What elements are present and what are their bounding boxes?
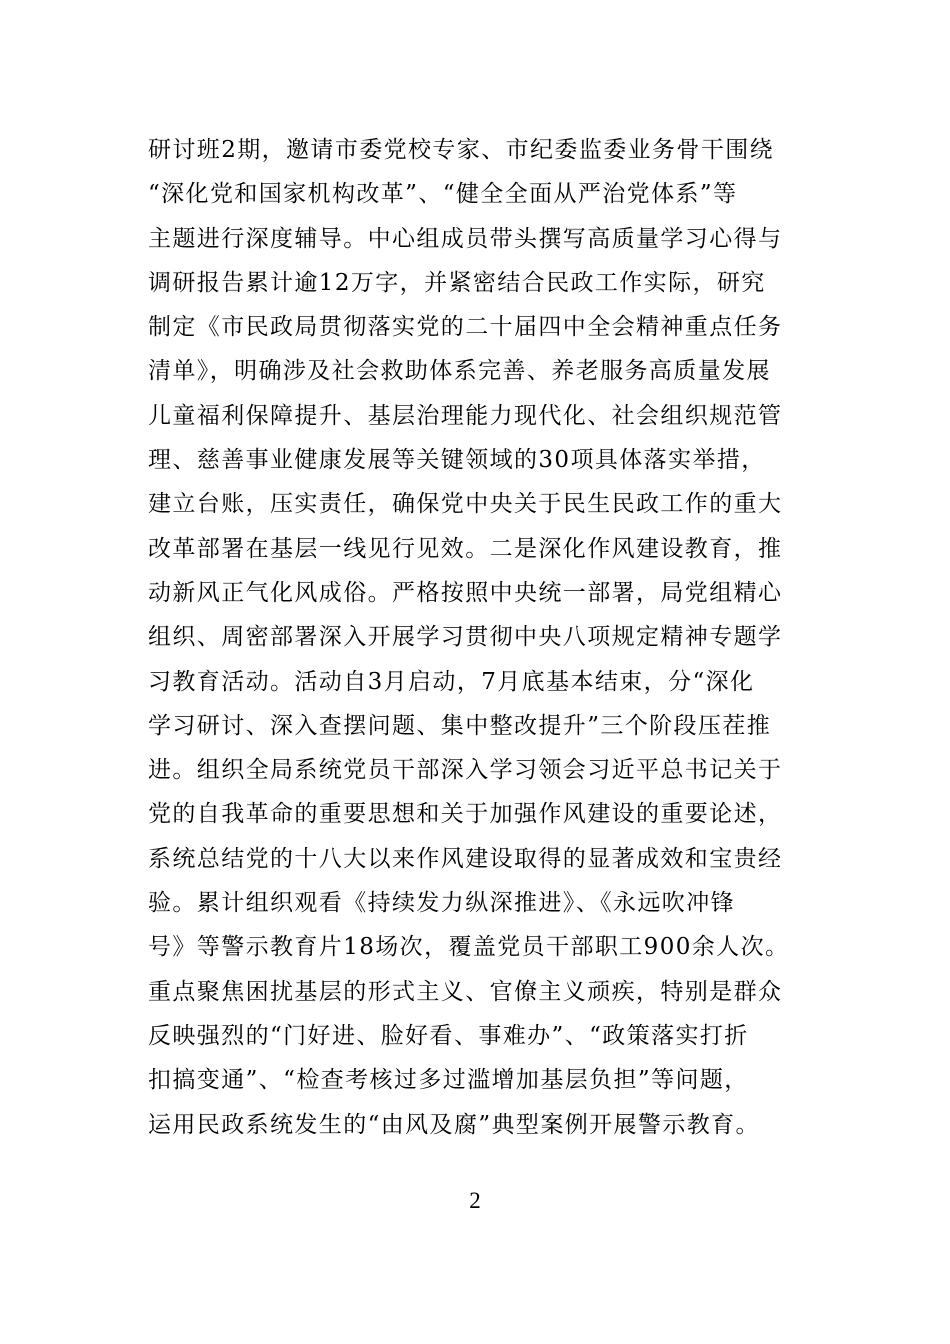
text-line: 理、慈善事业健康发展等关键领域的30项具体落实举措， [148, 447, 766, 474]
text-line: 习教育活动。活动自3月启动，7月底基本结束，分“深化 [148, 668, 755, 695]
text-line: 组织、周密部署深入开展学习贯彻中央八项规定精神专题学 [148, 624, 783, 651]
text-line: 反映强烈的“门好进、脸好看、事难办”、“政策落实打折 [148, 1022, 749, 1049]
text-line: 扣搞变通”、“检查考核过多过滥增加基层负担”等问题， [148, 1067, 749, 1094]
text-line: 建立台账，压实责任，确保党中央关于民生民政工作的重大 [148, 491, 783, 518]
text-line: 系统总结党的十八大以来作风建设取得的显著成效和宝贵经 [148, 845, 783, 872]
body-paragraph [148, 128, 828, 1147]
text-line: 儿童福利保障提升、基层治理能力现代化、社会组织规范管 [148, 402, 783, 429]
text-line: 学习研讨、深入查摆问题、集中整改提升”三个阶段压茬推 [148, 712, 772, 739]
text-line: 进。组织全局系统党员干部深入学习领会习近平总书记关于 [148, 757, 783, 784]
text-line: 重点聚焦困扰基层的形式主义、官僚主义顽疾，特别是群众 [148, 978, 783, 1005]
text-line: “深化党和国家机构改革”、“健全全面从严治党体系”等 [148, 181, 738, 208]
text-line: 动新风正气化风成俗。严格按照中央统一部署，局党组精心 [148, 579, 783, 606]
text-line: 号》等警示教育片18场次，覆盖党员干部职工900余人次。 [148, 934, 790, 961]
text-line: 运用民政系统发生的“由风及腐”典型案例开展警示教育。 [148, 1111, 760, 1138]
text-line: 调研报告累计逾12万字，并紧密结合民政工作实际，研究 [148, 269, 766, 296]
text-line: 改革部署在基层一线见行见效。二是深化作风建设教育，推 [148, 535, 783, 562]
text-line: 研讨班2期，邀请市委党校专家、市纪委监委业务骨干围绕 [148, 137, 775, 163]
text-line: 清单》，明确涉及社会救助体系完善、养老服务高质量发展 [148, 358, 771, 385]
text-line: 党的自我革命的重要思想和关于加强作风建设的重要论述， [148, 801, 783, 828]
text-line: 制定《市民政局贯彻落实党的二十届四中全会精神重点任务 [148, 314, 783, 341]
text-line: 主题进行深度辅导。中心组成员带头撰写高质量学习心得与 [148, 225, 783, 252]
text-line: 验。累计组织观看《持续发力纵深推进》、《永远吹冲锋 [148, 890, 735, 917]
page-number: 2 [469, 1188, 481, 1213]
